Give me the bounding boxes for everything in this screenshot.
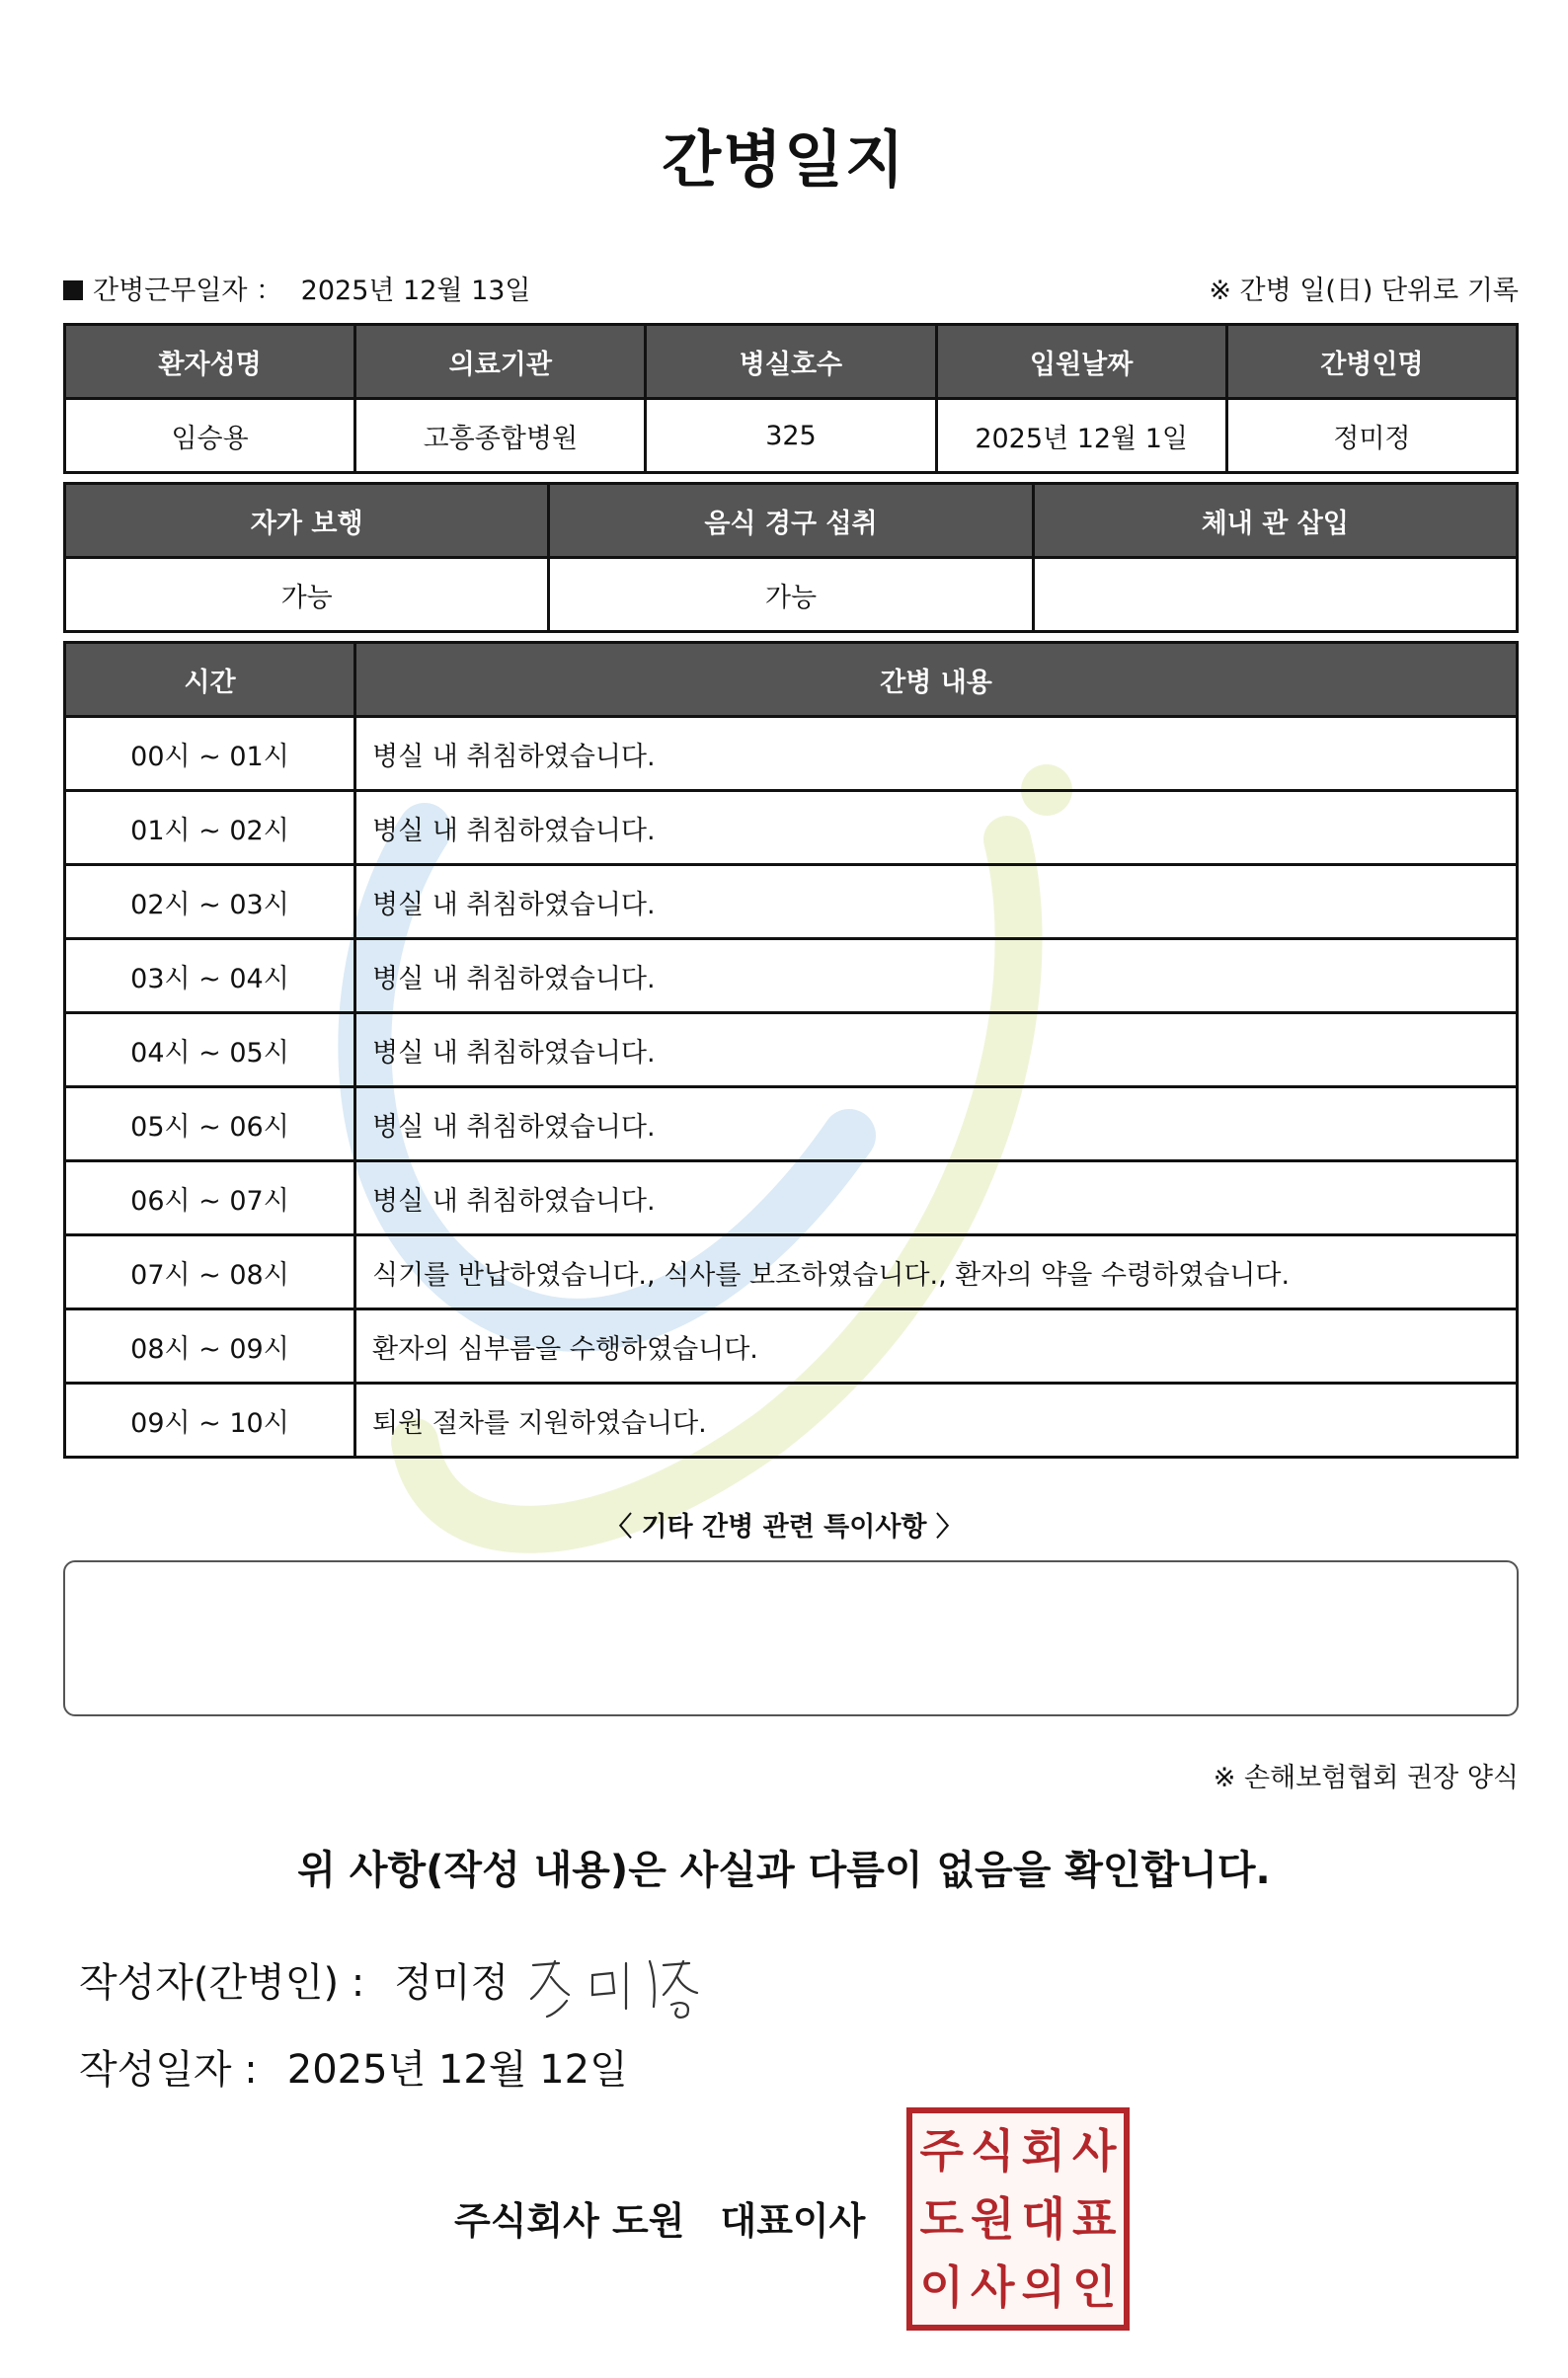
log-content: 병실 내 취침하였습니다.	[355, 865, 1518, 939]
patient-status-table	[63, 482, 1519, 633]
header-oral-intake: 음식 경구 섭취	[549, 484, 1033, 558]
log-time: 09시 ~ 10시	[65, 1384, 355, 1458]
header-tube: 체내 관 삽입	[1033, 484, 1517, 558]
walking-status: 가능	[65, 558, 549, 632]
table-row	[65, 865, 1518, 939]
log-time: 03시 ~ 04시	[65, 939, 355, 1013]
tube-status	[1033, 558, 1517, 632]
header-care-content: 간병 내용	[355, 643, 1518, 717]
log-content: 환자의 심부름을 수행하였습니다.	[355, 1309, 1518, 1384]
header-room: 병실호수	[646, 325, 936, 399]
writer-line	[79, 1951, 509, 2008]
table-row	[65, 1161, 1518, 1235]
table-row	[65, 791, 1518, 865]
seal-char: 도	[919, 2191, 964, 2246]
handwritten-signature	[523, 1943, 721, 2022]
care-log-table	[63, 641, 1519, 1459]
header-admission-date: 입원날짜	[936, 325, 1226, 399]
work-date-label: 간병근무일자 ：	[93, 276, 283, 306]
table-row	[65, 1013, 1518, 1087]
document-title: 간병일지	[662, 123, 906, 196]
log-time: 00시 ~ 01시	[65, 717, 355, 791]
representative-title: 대표이사	[720, 2199, 866, 2243]
log-time: 05시 ~ 06시	[65, 1087, 355, 1161]
table-row	[65, 1384, 1518, 1458]
header-walking: 자가 보행	[65, 484, 549, 558]
admission-date: 2025년 12월 1일	[936, 399, 1226, 473]
seal-char: 의	[1021, 2259, 1065, 2314]
record-note: ※ 간병 일(日) 단위로 기록	[1209, 276, 1519, 306]
hospital-name: 고흥종합병원	[355, 399, 646, 473]
table-row	[65, 1087, 1518, 1161]
seal-char: 대	[1021, 2191, 1065, 2246]
table-row	[65, 939, 1518, 1013]
header-patient-name: 환자성명	[65, 325, 355, 399]
seal-char: 주	[919, 2124, 964, 2179]
log-content: 병실 내 취침하였습니다.	[355, 1161, 1518, 1235]
written-date-label: 작성일자 :	[79, 2047, 258, 2093]
log-time: 02시 ~ 03시	[65, 865, 355, 939]
written-date-line	[79, 2038, 628, 2095]
patient-name: 임승용	[65, 399, 355, 473]
patient-info-table	[63, 323, 1519, 474]
log-time: 06시 ~ 07시	[65, 1161, 355, 1235]
seal-char: 이	[919, 2259, 964, 2314]
writer-label: 작성자(간병인) :	[79, 1960, 365, 2006]
notes-title: 〈 기타 간병 관련 특이사항 〉	[605, 1512, 963, 1543]
log-content: 퇴원 절차를 지원하였습니다.	[355, 1384, 1518, 1458]
seal-char: 식	[971, 2124, 1015, 2179]
header-hospital: 의료기관	[355, 325, 646, 399]
log-time: 07시 ~ 08시	[65, 1235, 355, 1309]
log-time: 08시 ~ 09시	[65, 1309, 355, 1384]
seal-char: 사	[1072, 2124, 1117, 2179]
company-name: 주식회사 도원	[454, 2199, 685, 2243]
caregiver-name: 정미정	[1226, 399, 1517, 473]
room-number: 325	[646, 399, 936, 473]
header-caregiver: 간병인명	[1226, 325, 1517, 399]
log-content: 병실 내 취침하였습니다.	[355, 1013, 1518, 1087]
company-seal-stamp	[906, 2107, 1130, 2331]
log-content: 병실 내 취침하였습니다.	[355, 1087, 1518, 1161]
confirm-statement: 위 사항(작성 내용)은 사실과 다름이 없음을 확인합니다.	[297, 1848, 1271, 1893]
oral-intake-status: 가능	[549, 558, 1033, 632]
work-date-value: 2025년 12월 13일	[300, 276, 531, 306]
seal-char: 인	[1072, 2259, 1117, 2314]
header-time: 시간	[65, 643, 355, 717]
notes-box	[63, 1560, 1519, 1716]
log-content: 식기를 반납하였습니다., 식사를 보조하였습니다., 환자의 약을 수령하였습니다.	[355, 1235, 1518, 1309]
seal-char: 사	[971, 2259, 1015, 2314]
written-date-value: 2025년 12월 12일	[286, 2047, 628, 2093]
log-content: 병실 내 취침하였습니다.	[355, 791, 1518, 865]
log-time: 01시 ~ 02시	[65, 791, 355, 865]
work-date	[63, 269, 531, 307]
company-line	[454, 2190, 865, 2245]
seal-char: 원	[971, 2191, 1015, 2246]
log-content: 병실 내 취침하였습니다.	[355, 717, 1518, 791]
table-row	[65, 717, 1518, 791]
table-row	[65, 1309, 1518, 1384]
recommend-note: ※ 손해보험협회 권장 양식	[1213, 1763, 1519, 1793]
log-time: 04시 ~ 05시	[65, 1013, 355, 1087]
square-bullet-icon	[63, 280, 83, 300]
writer-name: 정미정	[394, 1960, 510, 2006]
seal-char: 표	[1072, 2191, 1117, 2246]
table-row	[65, 1235, 1518, 1309]
seal-char: 회	[1021, 2124, 1065, 2179]
log-content: 병실 내 취침하였습니다.	[355, 939, 1518, 1013]
